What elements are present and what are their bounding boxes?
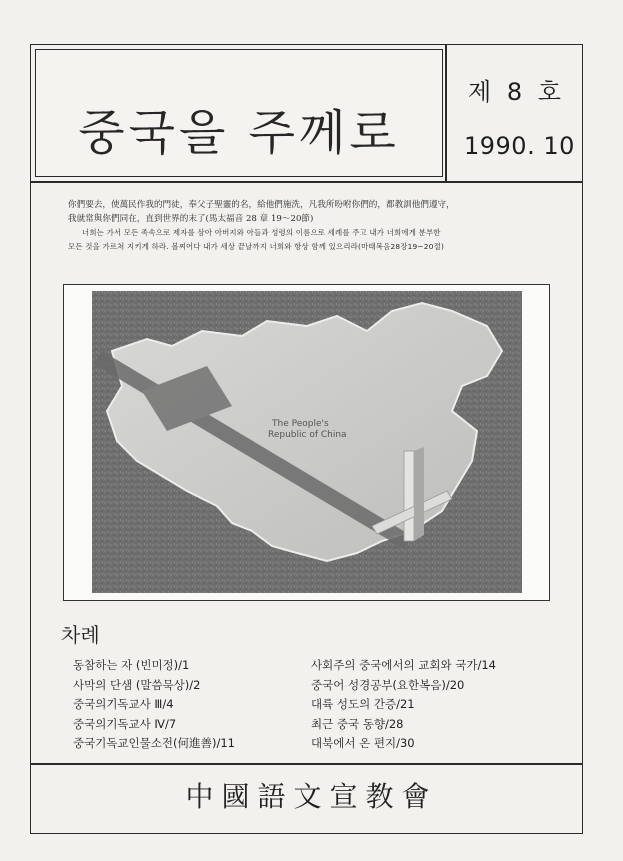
verse-chinese-line-2: 我就常與你們同在，直到世界的末了(馬太福音 28 章 19～20節) [68, 214, 314, 224]
map-label-line-2: Republic of China [268, 430, 347, 440]
footer-rule [30, 763, 583, 765]
toc-item: 중국어 성경공부(요한복음)/20 [311, 677, 465, 692]
china-map-cross-image [92, 291, 522, 593]
cover-photo [92, 291, 522, 593]
verse-korean-line-2: 모든 것을 가르쳐 지키게 하라. 볼찌어다 내가 세상 끝날까지 너희와 항상 함께 있으리라(마태복음28장19~20절) [68, 242, 445, 251]
title-box [35, 49, 443, 177]
toc-item: 사회주의 중국에서의 교회와 국가/14 [311, 658, 496, 672]
toc-item: 중국의기독교사 Ⅳ/7 [73, 716, 177, 731]
toc-heading: 차례 [61, 623, 100, 647]
toc-right-column [311, 656, 496, 754]
map-label-line-1: The People's [272, 419, 329, 429]
publisher-name: 中國語文宣教會 [185, 780, 438, 813]
toc-item: 사막의 단샘 (말씀묵상)/2 [73, 677, 201, 692]
issue-date: 1990. 10 [464, 132, 575, 160]
magazine-title: 중국을 주께로 [78, 105, 400, 161]
toc-item: 중국의기독교사 Ⅲ/4 [73, 697, 174, 712]
toc-item: 중국기독교인물소전(何進善)/11 [73, 736, 235, 751]
issue-number: 제 8 호 [468, 78, 565, 106]
toc-item: 동참하는 자 (빈미정)/1 [73, 658, 190, 672]
toc-item: 대륙 성도의 간증/21 [311, 697, 415, 712]
toc-item: 대북에서 온 편지/30 [311, 736, 415, 751]
header-bottom-rule [30, 181, 583, 183]
verse-chinese-line-1: 你們要去，使萬民作我的門徒，奉父子聖靈的名，給他們施洗，凡我所吩咐你們的，都教訓他們遵守， [68, 200, 455, 210]
toc-item: 최근 중국 동향/28 [311, 716, 404, 731]
verse-korean-line-1: 너희는 가서 모든 족속으로 제자를 삼아 아버지와 아들과 성령의 이름으로 세례를 주고 내가 너희에게 분부한 [82, 228, 441, 237]
toc-left-column [73, 656, 235, 754]
scripture-verse [68, 198, 558, 254]
header-divider [445, 44, 447, 181]
